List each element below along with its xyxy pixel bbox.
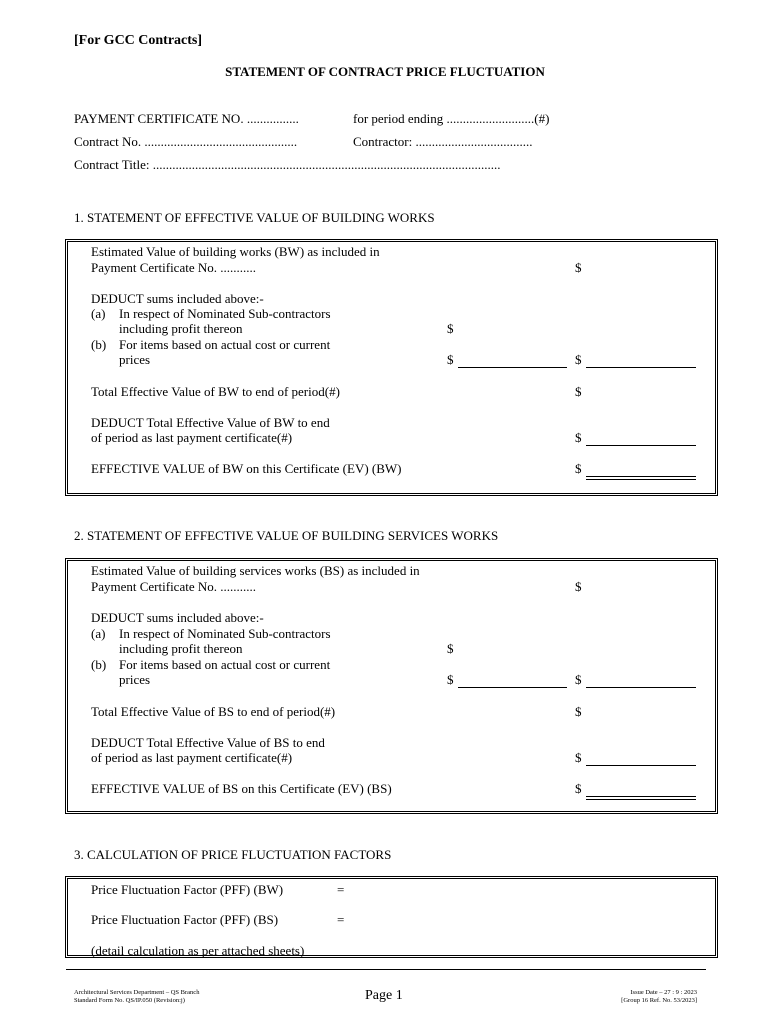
s1-item-a-line1: In respect of Nominated Sub-contractors	[119, 306, 331, 321]
s1-deduct-total-line1: DEDUCT Total Effective Value of BW to end	[91, 415, 330, 430]
s2-item-b-currency: $	[447, 672, 454, 687]
footer-rule	[66, 969, 706, 970]
s1-deduct-total-currency: $	[575, 430, 582, 445]
section1-box	[65, 239, 718, 496]
s2-deduct-total-line2: of period as last payment certificate(#)	[91, 750, 293, 765]
payment-certificate-no: PAYMENT CERTIFICATE NO. ................	[74, 111, 299, 126]
s2-item-a-line1: In respect of Nominated Sub-contractors	[119, 626, 331, 641]
section3-box	[65, 876, 718, 958]
section1-heading: 1. STATEMENT OF EFFECTIVE VALUE OF BUILDING WORKS	[74, 210, 435, 225]
s2-deduct-total-line1: DEDUCT Total Effective Value of BS to end	[91, 735, 325, 750]
s2-deduct-heading: DEDUCT sums included above:-	[91, 610, 264, 625]
contractor: Contractor: ....................................	[353, 134, 533, 149]
detail-note: (detail calculation as per attached sheets)	[91, 943, 305, 958]
gcc-label: [For GCC Contracts]	[74, 33, 203, 48]
section2-heading: 2. STATEMENT OF EFFECTIVE VALUE OF BUILDING SERVICES WORKS	[74, 528, 499, 543]
s1-effective-currency: $	[575, 461, 582, 476]
section3-heading: 3. CALCULATION OF PRICE FLUCTUATION FACTORS	[74, 847, 392, 862]
contract-no: Contract No. ...............................................	[74, 134, 298, 149]
pff-bs-label: Price Fluctuation Factor (PFF) (BS)	[91, 912, 279, 927]
footer-left-line2: Standard Form No. QS/IP.050 (Revision:j)	[74, 997, 185, 1004]
s1-item-a-line2: including profit thereon	[119, 321, 243, 336]
page-title: STATEMENT OF CONTRACT PRICE FLUCTUATION	[225, 64, 545, 79]
s2-effective-double-line	[586, 796, 696, 800]
s2-estimated-line1: Estimated Value of building services works (BS) as included in	[91, 563, 420, 578]
s1-item-b-line2: prices	[119, 352, 151, 367]
s1-estimated-currency: $	[575, 260, 582, 275]
s1-item-b-label: (b)	[91, 337, 107, 352]
footer-right-line1: Issue Date – 27 : 9 : 2023	[630, 989, 697, 996]
s1-deduct-subtotal-currency: $	[575, 352, 582, 367]
s2-effective-currency: $	[575, 781, 582, 796]
s2-total-label: Total Effective Value of BS to end of period(#)	[91, 704, 336, 719]
s2-deduct-subtotal-line	[586, 687, 696, 688]
section2-box	[65, 558, 718, 814]
s2-item-b-line2: prices	[119, 672, 151, 687]
pff-bw-label: Price Fluctuation Factor (PFF) (BW)	[91, 882, 284, 897]
s1-item-b-currency: $	[447, 352, 454, 367]
s2-deduct-total-line	[586, 765, 696, 766]
s1-item-b-amount-line	[458, 367, 567, 368]
s1-item-a-label: (a)	[91, 306, 106, 321]
footer-right-line2: [Group 16 Ref. No. 53/2023]	[621, 997, 697, 1004]
s1-deduct-total-line	[586, 445, 696, 446]
s2-item-b-label: (b)	[91, 657, 107, 672]
s1-item-a-currency: $	[447, 321, 454, 336]
s2-deduct-subtotal-currency: $	[575, 672, 582, 687]
page-number: Page 1	[365, 988, 403, 1003]
s1-effective-label: EFFECTIVE VALUE of BW on this Certificate (EV) (BW)	[91, 461, 402, 476]
period-ending: for period ending ...........................(#)	[353, 111, 550, 126]
s1-deduct-heading: DEDUCT sums included above:-	[91, 291, 264, 306]
s2-effective-label: EFFECTIVE VALUE of BS on this Certificate (EV) (BS)	[91, 781, 392, 796]
s2-item-a-label: (a)	[91, 626, 106, 641]
s2-estimated-currency: $	[575, 579, 582, 594]
s2-item-b-amount-line	[458, 687, 567, 688]
s2-item-a-line2: including profit thereon	[119, 641, 243, 656]
s2-item-b-line1: For items based on actual cost or current	[119, 657, 331, 672]
s1-total-currency: $	[575, 384, 582, 399]
pff-bs-equals: =	[337, 912, 345, 927]
s1-estimated-line2: Payment Certificate No. ...........	[91, 260, 256, 275]
s2-total-currency: $	[575, 704, 582, 719]
pff-bw-equals: =	[337, 882, 345, 897]
s2-estimated-line2: Payment Certificate No. ...........	[91, 579, 256, 594]
s1-estimated-line1: Estimated Value of building works (BW) as included in	[91, 244, 380, 259]
s1-item-b-line1: For items based on actual cost or current	[119, 337, 331, 352]
s1-total-label: Total Effective Value of BW to end of period(#)	[91, 384, 340, 399]
s2-deduct-total-currency: $	[575, 750, 582, 765]
s1-effective-double-line	[586, 476, 696, 480]
s1-deduct-total-line2: of period as last payment certificate(#)	[91, 430, 293, 445]
contract-title: Contract Title: ...........................................................................................................	[74, 157, 501, 172]
s2-item-a-currency: $	[447, 641, 454, 656]
s1-deduct-subtotal-line	[586, 367, 696, 368]
footer-left-line1: Architectural Services Department – QS Branch	[74, 989, 200, 996]
